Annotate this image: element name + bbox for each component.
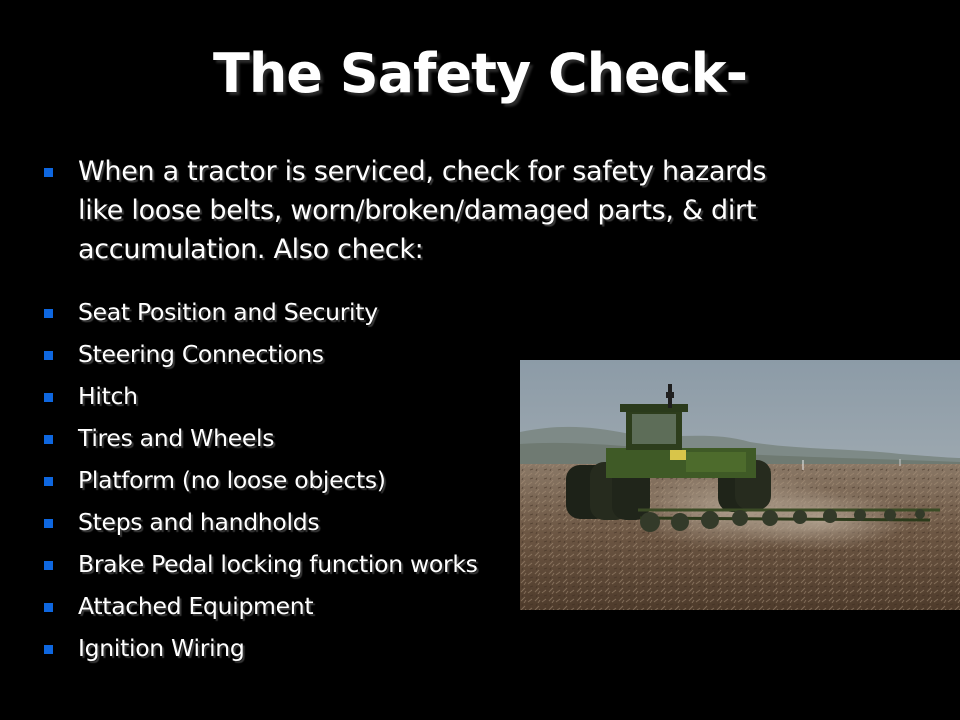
- check-item-steering: [42, 338, 482, 371]
- check-item-label: Attached Equipment: [78, 592, 314, 620]
- blue-square-bullet-icon: [44, 561, 53, 570]
- check-item-equipment: [42, 590, 482, 623]
- check-item-label: Steps and handholds: [78, 508, 320, 536]
- blue-square-bullet-icon: [44, 393, 53, 402]
- check-item-hitch: [42, 380, 482, 413]
- check-item-label: Ignition Wiring: [78, 634, 245, 662]
- blue-square-bullet-icon: [44, 309, 53, 318]
- blue-square-bullet-icon: [44, 435, 53, 444]
- check-item-tires: [42, 422, 482, 455]
- check-item-platform: [42, 464, 482, 497]
- blue-square-bullet-icon: [44, 351, 53, 360]
- check-item-label: Seat Position and Security: [78, 298, 378, 326]
- check-item-ignition: [42, 632, 482, 665]
- slide-title: The Safety Check-: [213, 42, 747, 105]
- check-item-label: Platform (no loose objects): [78, 466, 386, 494]
- tractor-illustration: [520, 360, 960, 610]
- blue-square-bullet-icon: [44, 477, 53, 486]
- intro-text: When a tractor is serviced, check for safety hazards like loose belts, worn/broken/damaged parts, & dirt accumulation. Also check:: [78, 156, 767, 265]
- tractor-field-photo: [520, 360, 960, 610]
- check-item-steps: [42, 506, 482, 539]
- blue-square-bullet-icon: [44, 603, 53, 612]
- intro-bullet-list: [42, 152, 782, 269]
- check-item-label: Steering Connections: [78, 340, 324, 368]
- blue-square-bullet-icon: [44, 168, 53, 177]
- blue-square-bullet-icon: [44, 645, 53, 654]
- check-item-label: Hitch: [78, 382, 138, 410]
- check-item-brake: [42, 548, 482, 581]
- check-item-label: Tires and Wheels: [78, 424, 275, 452]
- intro-bullet-item: [42, 152, 782, 269]
- safety-check-list: [42, 296, 482, 674]
- check-item-seat: [42, 296, 482, 329]
- check-item-label: Brake Pedal locking function works: [78, 550, 478, 578]
- blue-square-bullet-icon: [44, 519, 53, 528]
